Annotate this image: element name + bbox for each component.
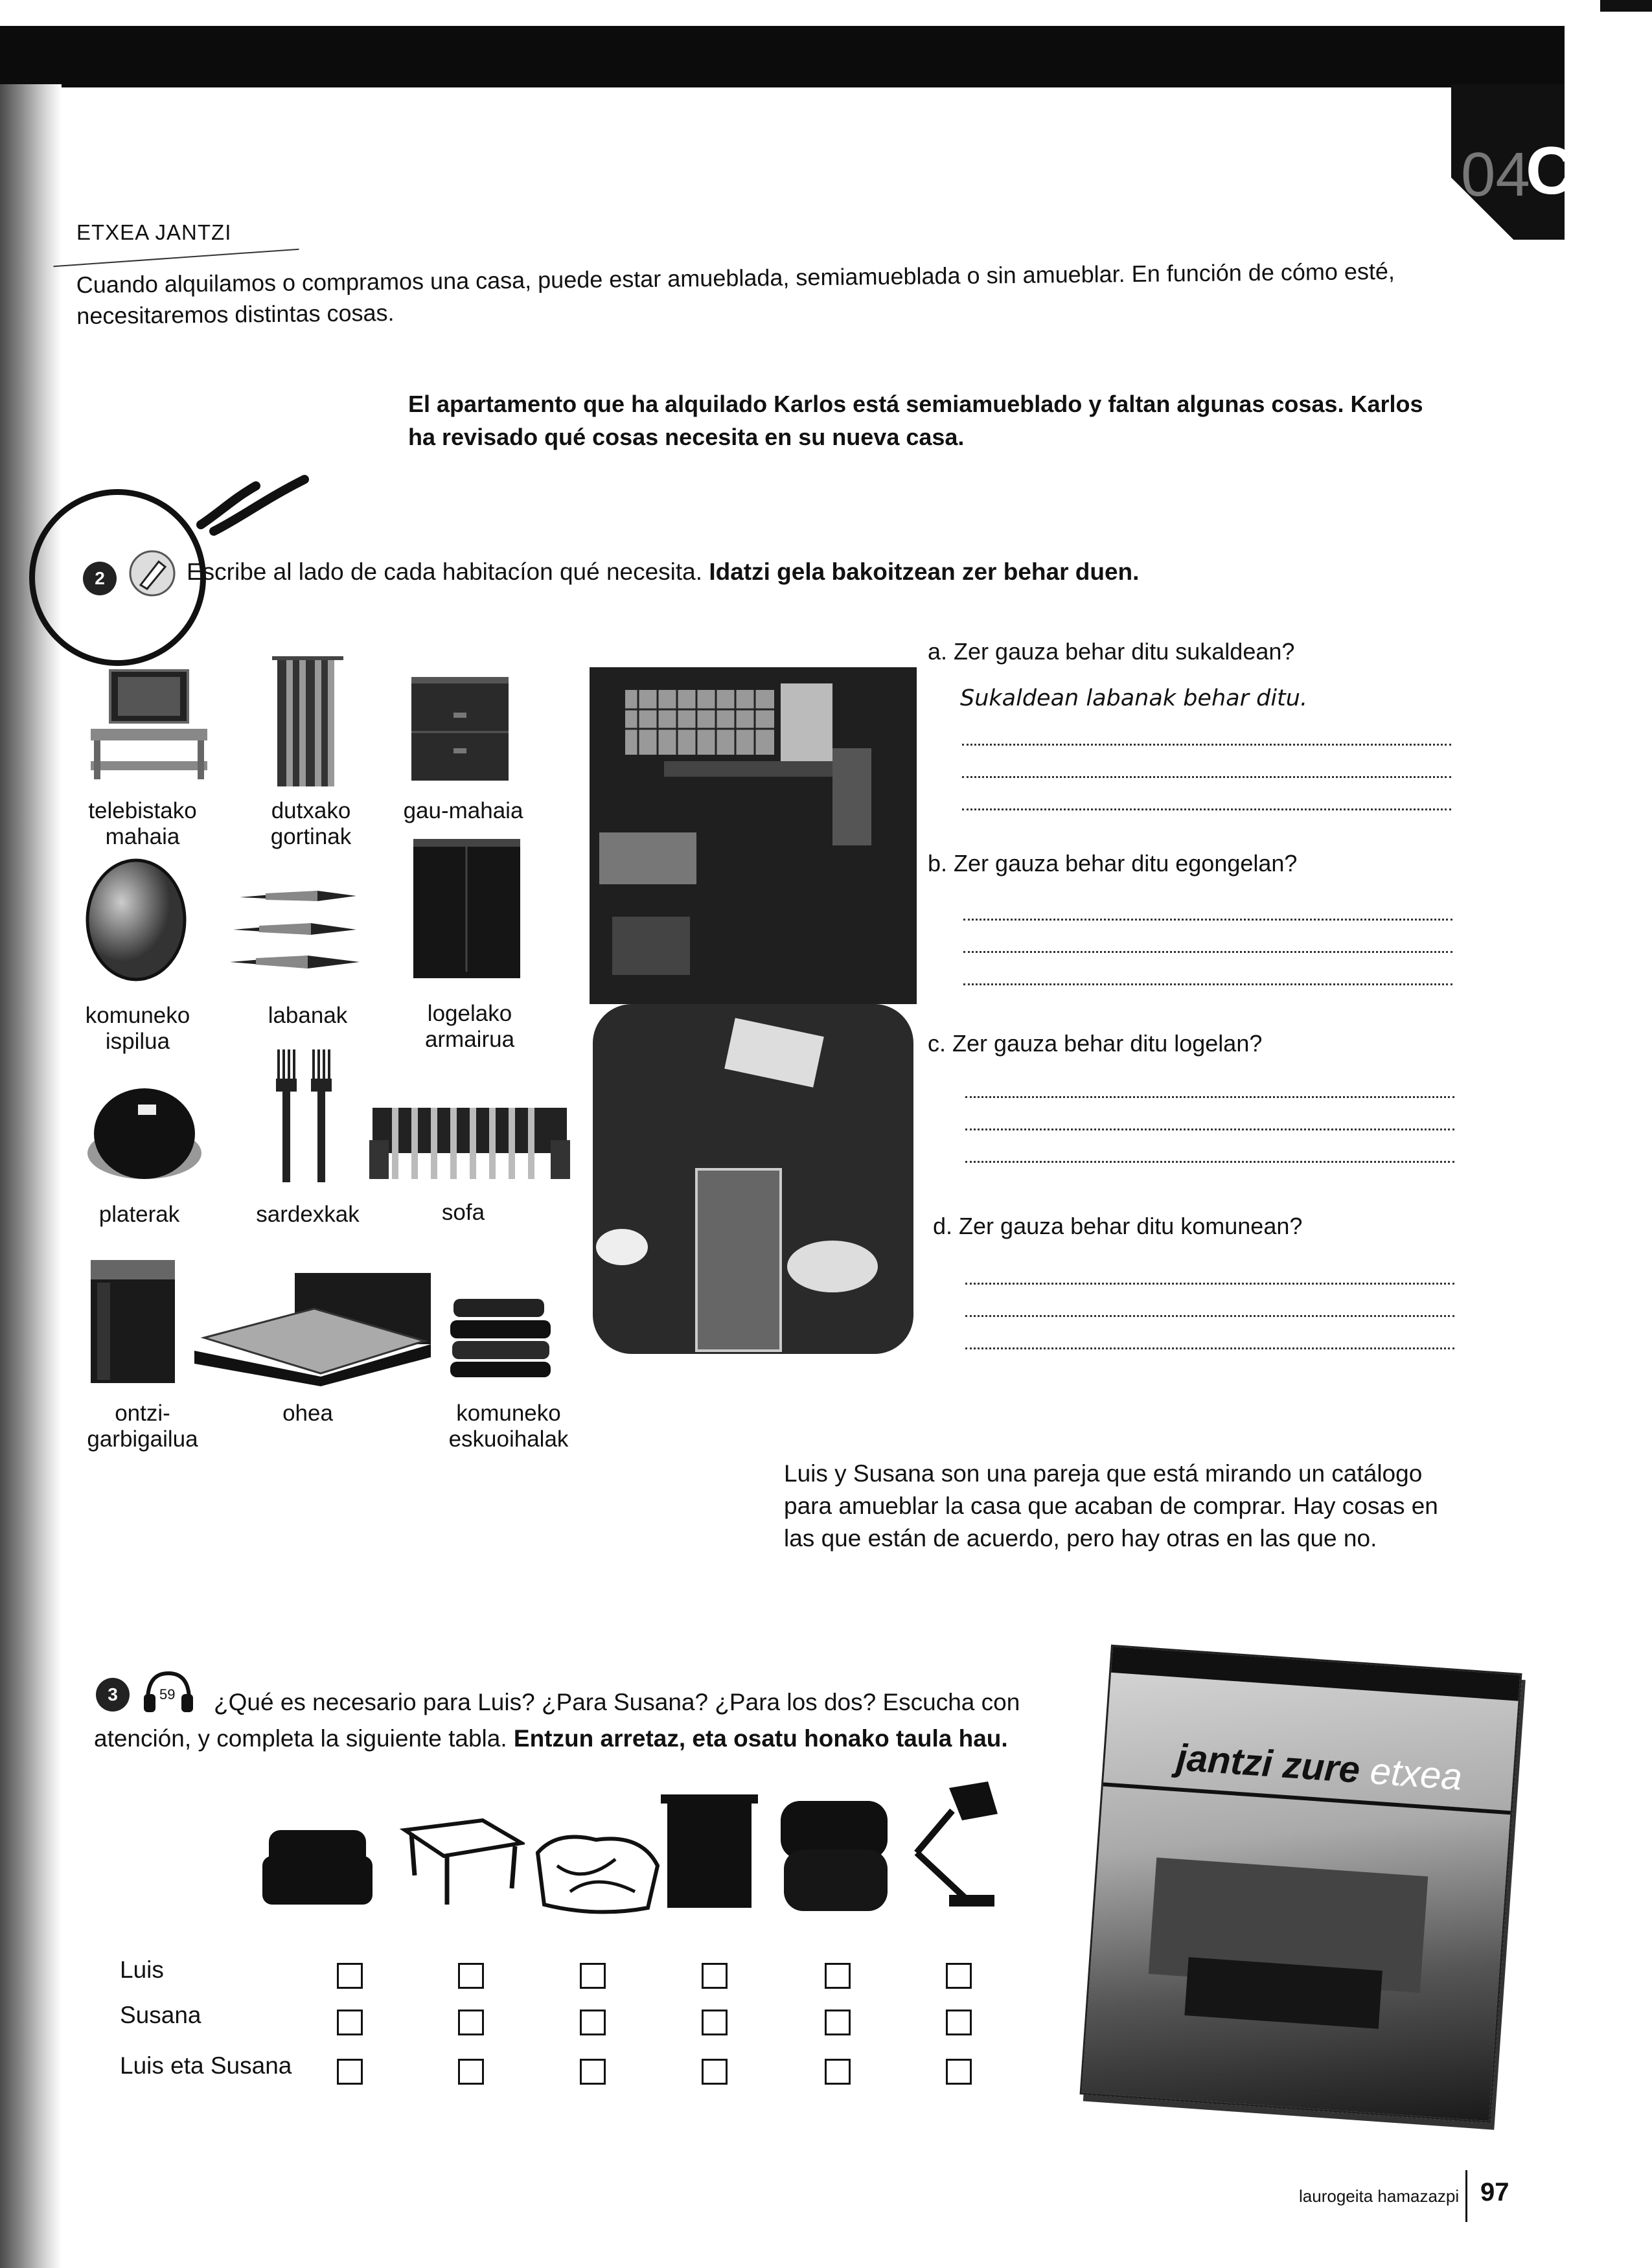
section-title: ETXEA JANTZI [76, 220, 232, 244]
exercise-3-instruction-es: ¿Qué es necesario para Luis? ¿Para Susana? ¿Para los dos? Escucha con atención, y completa la siguiente tabla. [94, 1689, 1020, 1752]
catalog-top-band [1111, 1647, 1520, 1701]
catalog-title [1175, 1735, 1463, 1799]
answer-line[interactable] [962, 776, 1451, 778]
checkbox-luis-towel[interactable] [702, 1963, 728, 1989]
item-label: sardexkak [256, 1202, 360, 1227]
checkbox-luis-coffee-table[interactable] [458, 1963, 484, 1989]
question-c [928, 1030, 1262, 1057]
question-letter: d. [933, 1213, 953, 1239]
question-text: Zer gauza behar ditu logelan? [952, 1030, 1263, 1057]
bedding-icon [518, 1827, 667, 1918]
shower-curtain-icon [266, 651, 350, 790]
exercise-3-badge: 3 [96, 1678, 130, 1712]
answer-line[interactable] [963, 983, 1452, 985]
question-letter: c. [928, 1030, 946, 1057]
catalog-title-light: etxea [1368, 1750, 1463, 1798]
item-label: gau-mahaia [403, 798, 523, 823]
pencil-icon [126, 547, 178, 599]
question-text: Zer gauza behar ditu sukaldean? [954, 638, 1295, 665]
page-number: 97 [1480, 2178, 1509, 2206]
exercise-2-badge: 2 [83, 562, 117, 595]
checkbox-susana-towel[interactable] [702, 2010, 728, 2035]
exercise-3-instruction [94, 1684, 1079, 1757]
checkbox-luis-cushions[interactable] [825, 1963, 851, 1989]
question-a [928, 638, 1294, 665]
catalog-image [1079, 1645, 1522, 2124]
question-text: Zer gauza behar ditu egongelan? [954, 850, 1298, 876]
checkbox-luis-bedding[interactable] [580, 1963, 606, 1989]
answer-line[interactable] [965, 1283, 1454, 1285]
checkbox-susana-armchair[interactable] [337, 2010, 363, 2035]
chapter-number: 04 [1461, 140, 1530, 209]
forks-icon [266, 1046, 343, 1186]
item-label: telebistako mahaia [88, 798, 197, 849]
question-b [928, 850, 1297, 877]
wardrobe-icon [408, 836, 525, 981]
row-label-luis-eta-susana: Luis eta Susana [120, 2052, 292, 2079]
question-d [933, 1213, 1302, 1240]
catalog-title-bold: jantzi zure [1175, 1736, 1362, 1791]
checkbox-luis-lamp[interactable] [946, 1963, 972, 1989]
answer-line[interactable] [963, 919, 1452, 921]
item-label: ontzi-garbigailua [87, 1401, 198, 1452]
item-label: komuneko eskuoihalak [448, 1401, 569, 1452]
answer-line[interactable] [963, 951, 1452, 953]
header-bar [0, 26, 1565, 87]
answer-a-example: Sukaldean labanak behar ditu. [960, 685, 1308, 711]
sofa-icon [366, 1095, 573, 1189]
section-underline [53, 249, 299, 268]
footer-divider [1465, 2170, 1467, 2222]
question-letter: b. [928, 850, 948, 876]
row-label-luis: Luis [120, 1956, 164, 1983]
checkbox-susana-bedding[interactable] [580, 2010, 606, 2035]
exercise-2-instruction-eu: Idatzi gela bakoitzean zer behar duen. [709, 558, 1140, 585]
row-label-susana: Susana [120, 2002, 201, 2028]
check-mark-icon [194, 466, 317, 538]
exercise-2-instruction [187, 558, 1139, 586]
answer-line[interactable] [965, 1315, 1454, 1317]
chapter-letter: C [1526, 133, 1575, 209]
answer-line[interactable] [965, 1096, 1454, 1098]
tv-stand-icon [84, 664, 214, 794]
answer-line[interactable] [965, 1161, 1454, 1163]
question-letter: a. [928, 638, 948, 665]
desk-lamp-icon [904, 1775, 1001, 1911]
exercise-2-instruction-es: Escribe al lado de cada habitacíon qué necesita. [187, 558, 703, 585]
binding-shadow [0, 84, 62, 2268]
item-label: dutxako gortinak [270, 798, 352, 849]
checkbox-both-bedding[interactable] [580, 2059, 606, 2085]
audio-track-number: 59 [159, 1686, 176, 1702]
checkbox-both-lamp[interactable] [946, 2059, 972, 2085]
plates-icon [83, 1082, 206, 1186]
exercise-3-instruction-eu: Entzun arretaz, eta osatu honako taula hau. [513, 1725, 1008, 1752]
question-text: Zer gauza behar ditu komunean? [959, 1213, 1303, 1239]
checkbox-susana-lamp[interactable] [946, 2010, 972, 2035]
checkbox-both-armchair[interactable] [337, 2059, 363, 2085]
checkbox-both-cushions[interactable] [825, 2059, 851, 2085]
cushions-icon [777, 1798, 891, 1914]
knives-icon [227, 884, 363, 975]
luis-susana-paragraph: Luis y Susana son una pareja que está mirando un catálogo para amueblar la casa que acaban de comprar. Hay cosas en las que están de acuerdo, pero hay otras en las que no. [784, 1460, 1438, 1552]
checkbox-both-coffee-table[interactable] [458, 2059, 484, 2085]
bed-icon [191, 1270, 437, 1386]
towel-icon [658, 1791, 761, 1908]
item-label: labanak [268, 1003, 348, 1028]
answer-line[interactable] [962, 808, 1451, 810]
checkbox-luis-armchair[interactable] [337, 1963, 363, 1989]
item-label: komuneko ispilua [85, 1003, 190, 1054]
intro-text: Cuando alquilamos o compramos una casa, puede estar amueblada, semiamueblada o sin amueblar. En función de cómo esté, necesitaremos distintas cosas. [76, 257, 1395, 330]
armchair-icon [262, 1824, 373, 1908]
page-edge-mark [1600, 0, 1652, 12]
answer-line[interactable] [965, 1128, 1454, 1130]
hand-drawn-circle [29, 489, 206, 666]
apartment-rooms-illustration [586, 664, 920, 1357]
item-label: sofa [441, 1200, 485, 1225]
item-label: logelako armairua [424, 1001, 515, 1052]
answer-line[interactable] [962, 744, 1451, 746]
item-label: ohea [282, 1401, 333, 1426]
checkbox-susana-cushions[interactable] [825, 2010, 851, 2035]
karlos-paragraph: El apartamento que ha alquilado Karlos está semiamueblado y faltan algunas cosas. Karlos ha revisado qué cosas necesita en su nueva casa. [408, 391, 1423, 450]
nightstand-icon [408, 674, 512, 784]
mirror-icon [83, 855, 193, 985]
checkbox-susana-coffee-table[interactable] [458, 2010, 484, 2035]
dishwasher-icon [84, 1257, 181, 1386]
item-label: platerak [98, 1202, 180, 1227]
page-number-words: laurogeita hamazazpi [1299, 2186, 1460, 2206]
checkbox-both-towel[interactable] [702, 2059, 728, 2085]
answer-line[interactable] [965, 1347, 1454, 1349]
coffee-table-icon [398, 1817, 525, 1908]
towels-icon [447, 1296, 557, 1380]
